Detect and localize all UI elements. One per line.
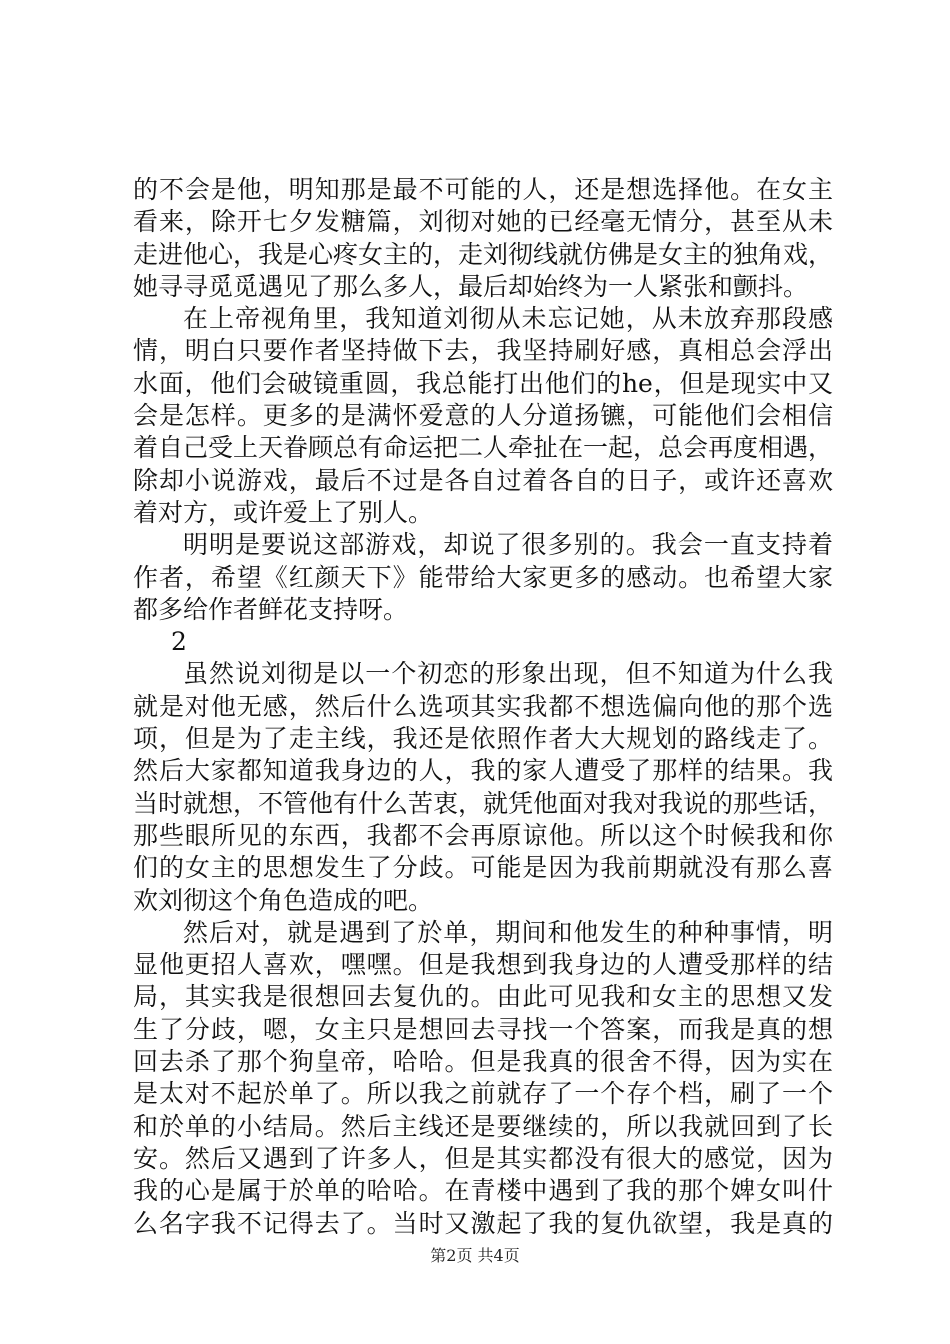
text-line: 会是怎样。更多的是满怀爱意的人分道扬镳，可能他们会相信 (133, 401, 833, 431)
text-line: 和於单的小结局。然后主线还是要继续的，所以我就回到了长 (133, 1111, 833, 1141)
text-line: 生了分歧，嗯，女主只是想回去寻找一个答案，而我是真的想 (133, 1014, 833, 1044)
text-line: 都多给作者鲜花支持呀。 (133, 594, 409, 624)
text-line: 作者，希望《红颜天下》能带给大家更多的感动。也希望大家 (133, 562, 833, 592)
text-line: 局，其实我是很想回去复仇的。由此可见我和女主的思想又发 (133, 982, 833, 1012)
text-line: 项，但是为了走主线，我还是依照作者大大规划的路线走了。 (133, 724, 833, 754)
text-line: 然后大家都知道我身边的人，我的家人遭受了那样的结果。我 (133, 756, 833, 786)
page-footer: 第2页 共4页 (430, 1246, 520, 1265)
text-line: 情，明白只要作者坚持做下去，我坚持刷好感，真相总会浮出 (133, 336, 833, 366)
text-line: 明明是要说这部游戏，却说了很多别的。我会一直支持着 (183, 530, 833, 560)
text-line: 我的心是属于於单的哈哈。在青楼中遇到了我的那个婢女叫什 (133, 1176, 833, 1206)
text-line: 在上帝视角里，我知道刘彻从未忘记她，从未放弃那段感 (183, 304, 833, 334)
text-line: 然后对，就是遇到了於单，期间和他发生的种种事情，明 (183, 917, 833, 947)
text-line: 的不会是他，明知那是最不可能的人，还是想选择他。在女主 (133, 175, 833, 204)
text-line: 显他更招人喜欢，嘿嘿。但是我想到我身边的人遭受那样的结 (133, 950, 833, 980)
text-line: 安。然后又遇到了许多人，但是其实都没有很大的感觉，因为 (133, 1143, 833, 1173)
text-line: 当时就想，不管他有什么苦衷，就凭他面对我对我说的那些话， (133, 788, 834, 818)
text-line: 那些眼所见的东西，我都不会再原谅他。所以这个时候我和你 (133, 820, 833, 850)
text-line: 回去杀了那个狗皇帝，哈哈。但是我真的很舍不得，因为实在 (133, 1047, 833, 1077)
document-body (133, 174, 833, 1240)
text-line: 么名字我不记得去了。当时又激起了我的复仇欲望，我是真的 (133, 1208, 833, 1238)
text-line: 欢刘彻这个角色造成的吧。 (133, 885, 434, 915)
text-line: 除却小说游戏，最后不过是各自过着各自的日子，或许还喜欢 (133, 465, 833, 495)
text-line: 着自己受上天眷顾总有命运把二人牵扯在一起，总会再度相遇， (133, 433, 834, 463)
text-line: 走进他心，我是心疼女主的，走刘彻线就仿佛是女主的独角戏， (133, 239, 834, 269)
text-line: 水面，他们会破镜重圆，我总能打出他们的he，但是现实中又 (133, 368, 833, 398)
section-number: 2 (171, 627, 187, 657)
text-line: 就是对他无感，然后什么选项其实我都不想选偏向他的那个选 (133, 691, 833, 721)
text-line: 看来，除开七夕发糖篇，刘彻对她的已经毫无情分，甚至从未 (133, 207, 833, 237)
text-line: 着对方，或许爱上了别人。 (133, 497, 434, 527)
text-line: 她寻寻觅觅遇见了那么多人，最后却始终为一人紧张和颤抖。 (133, 271, 809, 301)
text-line: 们的女主的思想发生了分歧。可能是因为我前期就没有那么喜 (133, 853, 833, 883)
text-line: 虽然说刘彻是以一个初恋的形象出现，但不知道为什么我 (183, 659, 833, 689)
text-line: 是太对不起於单了。所以我之前就存了一个存个档，刷了一个 (133, 1079, 833, 1109)
